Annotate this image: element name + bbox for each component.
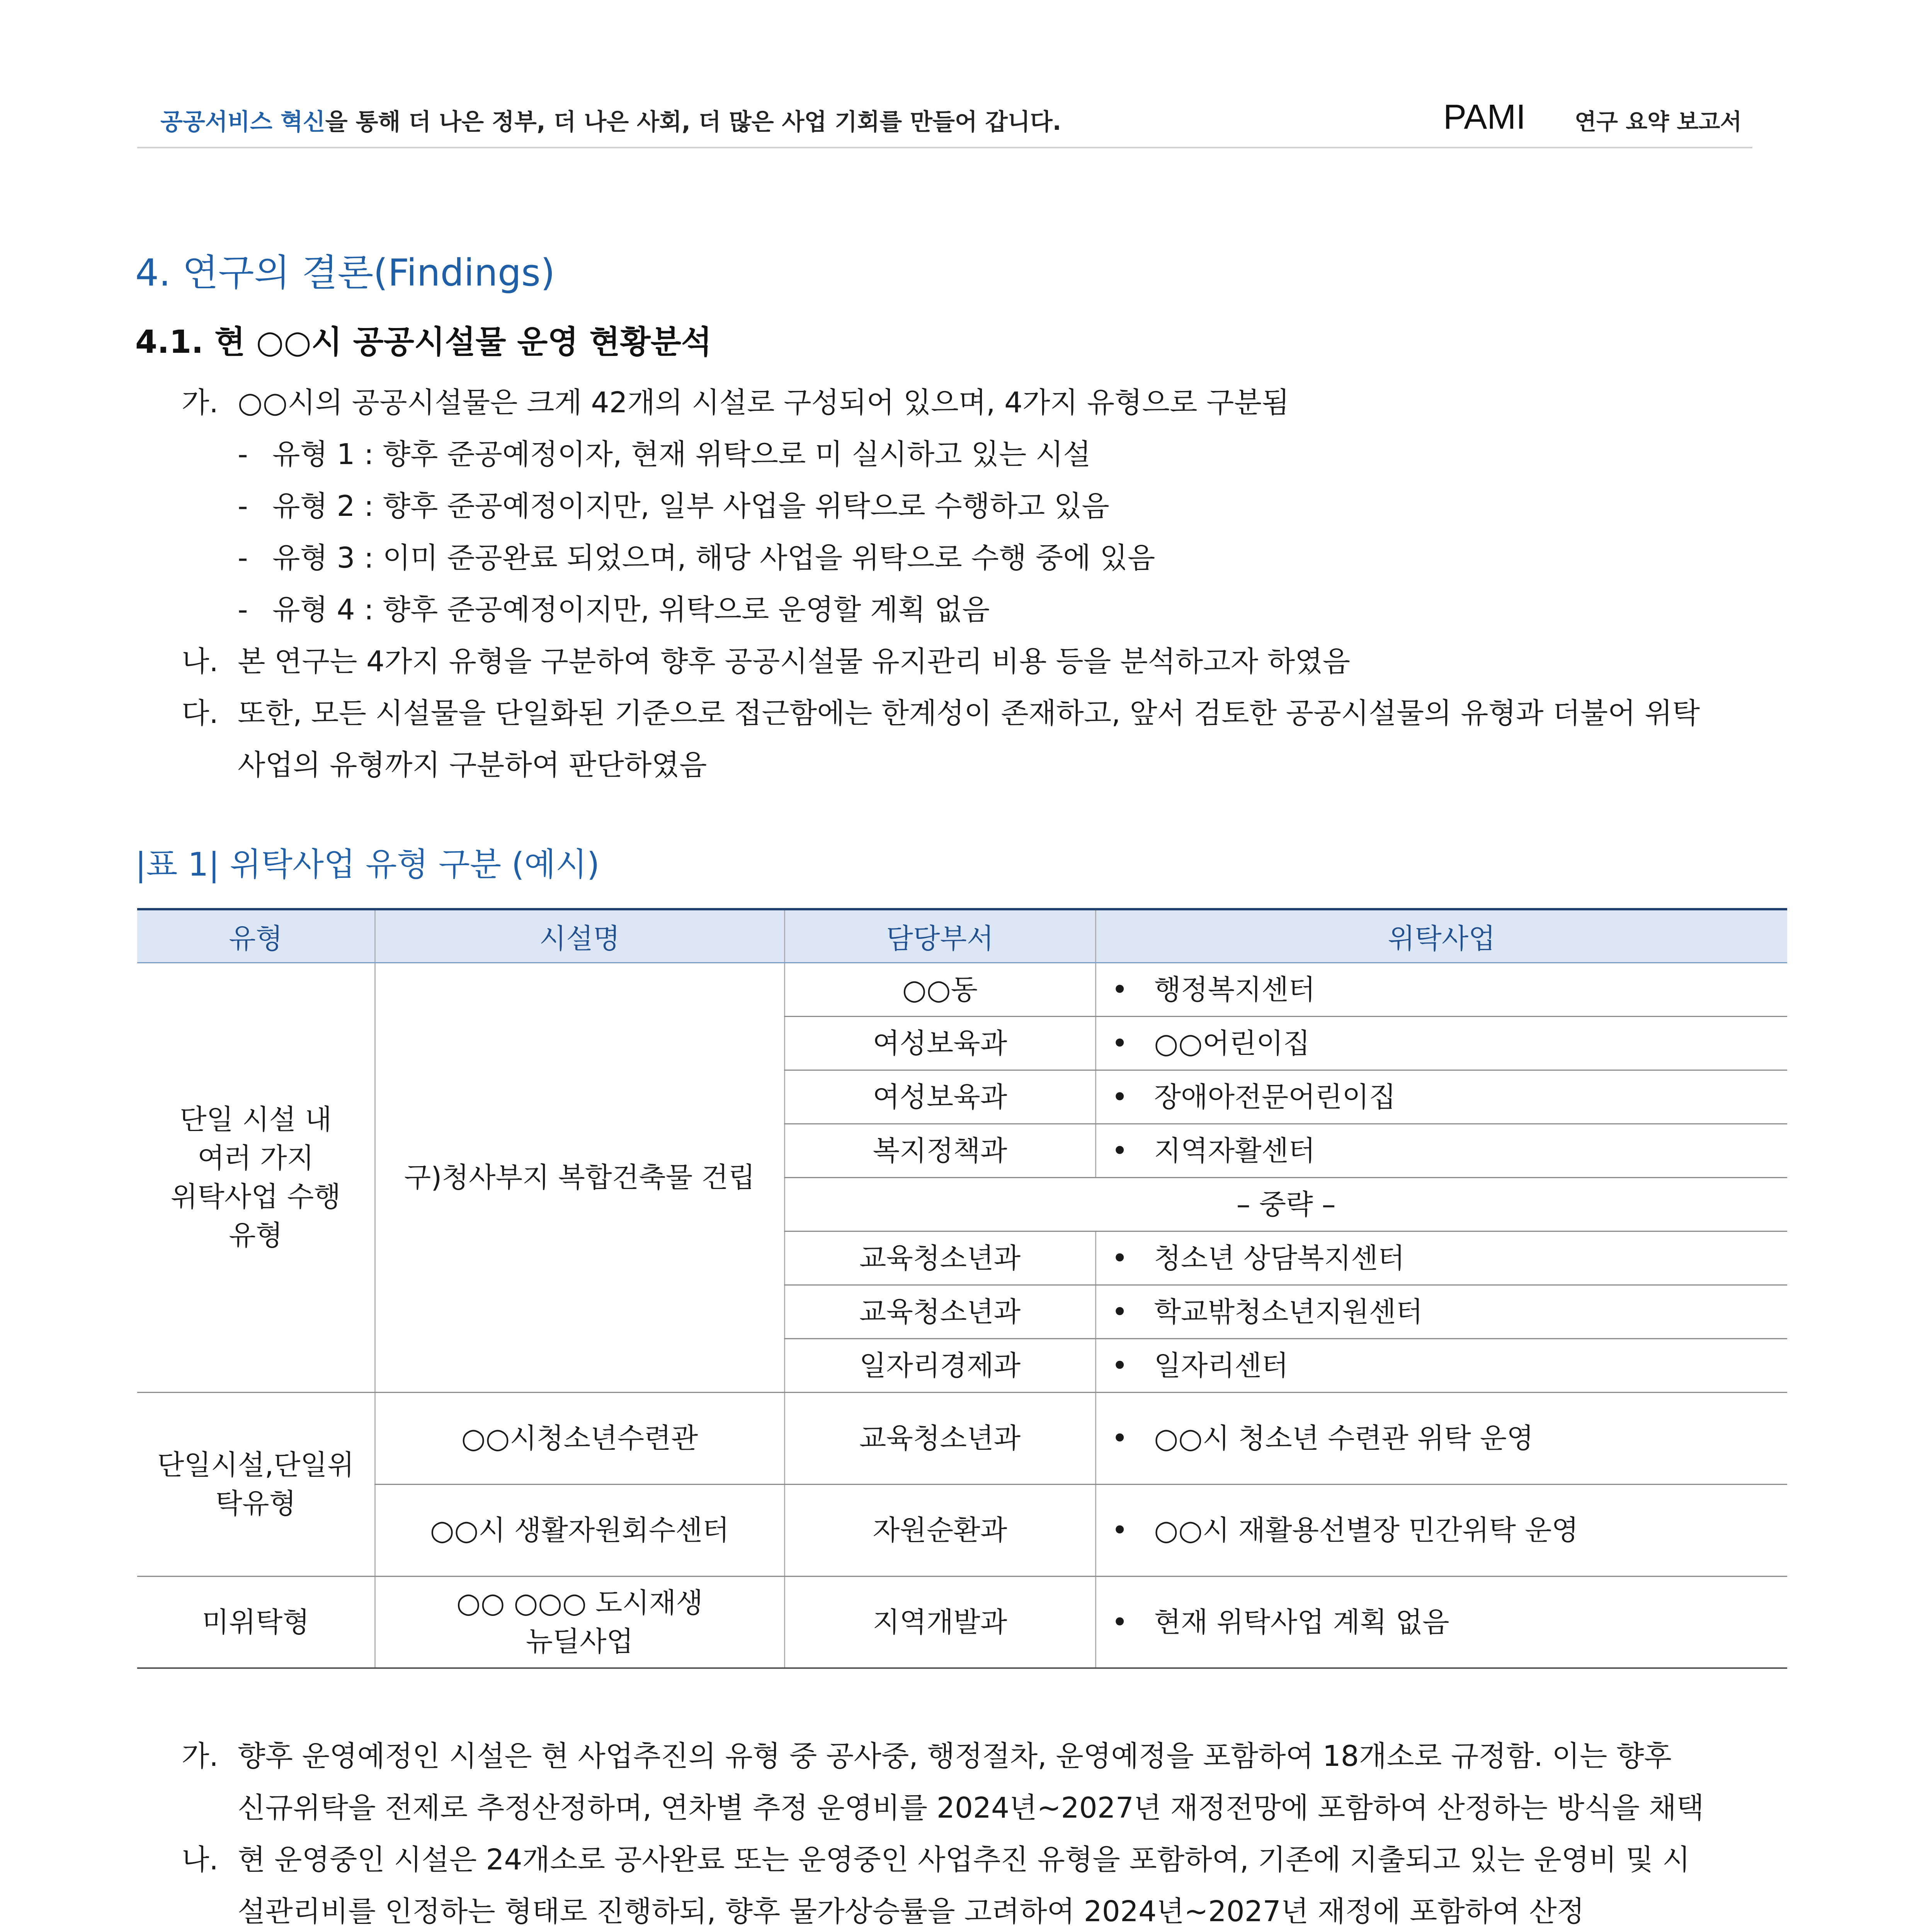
bullet-icon: • [1111, 973, 1128, 1006]
table1 [137, 908, 1787, 1669]
paragraph-text: 본 연구는 4가지 유형을 구분하여 향후 공공시설물 유지관리 비용 등을 분석하고자 하였음 [238, 645, 1351, 678]
business-cell [1095, 1070, 1787, 1124]
paragraph-na-2-continued [238, 1886, 1584, 1932]
paragraph-text: 향후 운영예정인 시설은 현 사업추진의 유형 중 공사중, 행정절차, 운영예정을 포함하여 18개소로 규정함. 이는 향후 [238, 1740, 1672, 1773]
facility-line: 뉴딜사업 [526, 1625, 634, 1658]
header-tagline [160, 104, 1061, 137]
dept-cell: 여성보육과 [784, 1070, 1095, 1124]
paragraph-ga-2 [182, 1730, 1672, 1782]
type-cell [137, 1392, 375, 1576]
bullet-icon: • [1111, 1080, 1128, 1113]
business-cell [1095, 1576, 1787, 1668]
business-text: 행정복지센터 [1154, 973, 1315, 1006]
dept-cell: 교육청소년과 [784, 1231, 1095, 1285]
dept-cell: 자원순환과 [784, 1484, 1095, 1576]
table-row [137, 1576, 1787, 1668]
business-text: ○○시 청소년 수련관 위탁 운영 [1154, 1422, 1534, 1454]
paragraph-na [182, 636, 1350, 687]
paragraph-ga [182, 377, 1289, 429]
type-line: 탁유형 [215, 1487, 296, 1520]
bullet-icon: • [1111, 1605, 1128, 1638]
type-cell [137, 963, 375, 1392]
facility-line: ○○ ○○○ 도시재생 [456, 1586, 703, 1619]
business-cell [1095, 1016, 1787, 1070]
list-item-text: 유형 4 : 향후 준공예정이지만, 위탁으로 운영할 계획 없음 [272, 593, 990, 626]
business-cell [1095, 1484, 1787, 1576]
bullet-icon: • [1111, 1422, 1128, 1454]
facility-cell: 구)청사부지 복합건축물 건립 [375, 963, 784, 1392]
bullet-icon: • [1111, 1242, 1128, 1274]
type-line: 단일 시설 내 [179, 1103, 332, 1136]
business-text: ○○시 재활용선별장 민간위탁 운영 [1154, 1514, 1579, 1546]
table-row [137, 963, 1787, 1016]
table-row [137, 1484, 1787, 1576]
bullet-icon: • [1111, 1134, 1128, 1167]
paragraph-ga-2-continued [238, 1782, 1704, 1834]
facility-cell: ○○시청소년수련관 [375, 1392, 784, 1484]
table-row [137, 1392, 1787, 1484]
list-item-text: 유형 2 : 향후 준공예정이지만, 일부 사업을 위탁으로 수행하고 있음 [272, 490, 1109, 523]
dash-marker: - [238, 593, 248, 626]
paragraph-text: ○○시의 공공시설물은 크게 42개의 시설로 구성되어 있으며, 4가지 유형으로 구분됨 [238, 386, 1289, 419]
business-text: 학교밖청소년지원센터 [1154, 1295, 1423, 1328]
tagline-rest: 을 통해 더 나은 정부, 더 나은 사회, 더 많은 사업 기회를 만들어 갑니다. [325, 109, 1061, 136]
paragraph-marker: 나. [182, 1843, 219, 1876]
business-cell [1095, 1338, 1787, 1392]
table-header-cell: 유형 [137, 909, 375, 963]
subsection-title: 4.1. 현 ○○시 공공시설물 운영 현황분석 [135, 324, 712, 361]
dept-cell: 일자리경제과 [784, 1338, 1095, 1392]
list-item-type2 [238, 480, 1109, 532]
bullet-icon: • [1111, 1027, 1128, 1060]
table-header-cell: 시설명 [375, 909, 784, 963]
bullet-icon: • [1111, 1349, 1128, 1382]
section-title: 4. 연구의 결론(Findings) [135, 251, 555, 294]
report-type: 연구 요약 보고서 [1575, 109, 1742, 135]
business-cell [1095, 1285, 1787, 1338]
table1-caption: |표 1| 위탁사업 유형 구분 (예시) [135, 845, 600, 883]
type-line: 단일시설,단일위 [157, 1449, 354, 1481]
facility-cell: ○○시 생활자원회수센터 [375, 1484, 784, 1576]
dept-cell: 복지정책과 [784, 1124, 1095, 1177]
dash-marker: - [238, 490, 248, 523]
dept-cell: 지역개발과 [784, 1576, 1095, 1668]
table-header-row [137, 909, 1787, 963]
dept-cell: 여성보육과 [784, 1016, 1095, 1070]
paragraph-marker: 나. [182, 645, 219, 678]
paragraph-marker: 다. [182, 697, 219, 730]
paragraph-text: 현 운영중인 시설은 24개소로 공사완료 또는 운영중인 사업추진 유형을 포함하여, 기존에 지출되고 있는 운영비 및 시 [238, 1843, 1690, 1876]
business-cell [1095, 963, 1787, 1016]
dept-cell: 교육청소년과 [784, 1392, 1095, 1484]
business-cell [1095, 1392, 1787, 1484]
dash-marker: - [238, 438, 248, 471]
tagline-accent: 공공서비스 혁신 [160, 109, 325, 136]
business-text: 장애아전문어린이집 [1154, 1080, 1396, 1113]
bullet-icon: • [1111, 1295, 1128, 1328]
list-item-type1 [238, 429, 1091, 480]
paragraph-marker: 가. [182, 386, 219, 419]
dept-cell: ○○동 [784, 963, 1095, 1016]
paragraph-da [182, 687, 1700, 739]
business-text: 일자리센터 [1154, 1349, 1289, 1382]
table-header-cell: 위탁사업 [1095, 909, 1787, 963]
facility-cell [375, 1576, 784, 1668]
type-line: 유형 [229, 1219, 283, 1252]
list-item-text: 유형 3 : 이미 준공완료 되었으며, 해당 사업을 위탁으로 수행 중에 있음 [272, 541, 1155, 575]
business-text: ○○어린이집 [1154, 1027, 1310, 1060]
brand-name: PAMI [1443, 98, 1526, 136]
paragraph-text: 또한, 모든 시설물을 단일화된 기준으로 접근함에는 한계성이 존재하고, 앞서 검토한 공공시설물의 유형과 더불어 위탁 [238, 697, 1700, 730]
business-text: 지역자활센터 [1154, 1134, 1315, 1167]
paragraph-text: 사업의 유형까지 구분하여 판단하였음 [238, 748, 707, 782]
table-header-cell: 담당부서 [784, 909, 1095, 963]
type-line: 위탁사업 수행 [170, 1180, 341, 1213]
business-text: 현재 위탁사업 계획 없음 [1154, 1605, 1449, 1638]
business-cell [1095, 1124, 1787, 1177]
type-line: 여러 가지 [197, 1142, 314, 1174]
paragraph-text: 설관리비를 인정하는 형태로 진행하되, 향후 물가상승률을 고려하여 2024년~2027년 재정에 포함하여 산정 [238, 1895, 1585, 1928]
paragraph-marker: 가. [182, 1740, 219, 1773]
business-text: 청소년 상담복지센터 [1154, 1242, 1405, 1274]
paragraph-text: 신규위탁을 전제로 추정산정하며, 연차별 추정 운영비를 2024년~2027년 재정전망에 포함하여 산정하는 방식을 채택 [238, 1791, 1704, 1825]
dept-cell: 교육청소년과 [784, 1285, 1095, 1338]
list-item-text: 유형 1 : 향후 준공예정이자, 현재 위탁으로 미 실시하고 있는 시설 [272, 438, 1091, 471]
paragraph-da-continued [238, 739, 707, 791]
paragraph-na-2 [182, 1834, 1690, 1886]
bullet-icon: • [1111, 1514, 1128, 1546]
omitted-cell: – 중략 – [784, 1177, 1787, 1231]
business-cell [1095, 1231, 1787, 1285]
list-item-type3 [238, 532, 1155, 584]
list-item-type4 [238, 584, 990, 636]
type-cell: 미위탁형 [137, 1576, 375, 1668]
page-header [137, 93, 1752, 148]
dash-marker: - [238, 541, 248, 575]
